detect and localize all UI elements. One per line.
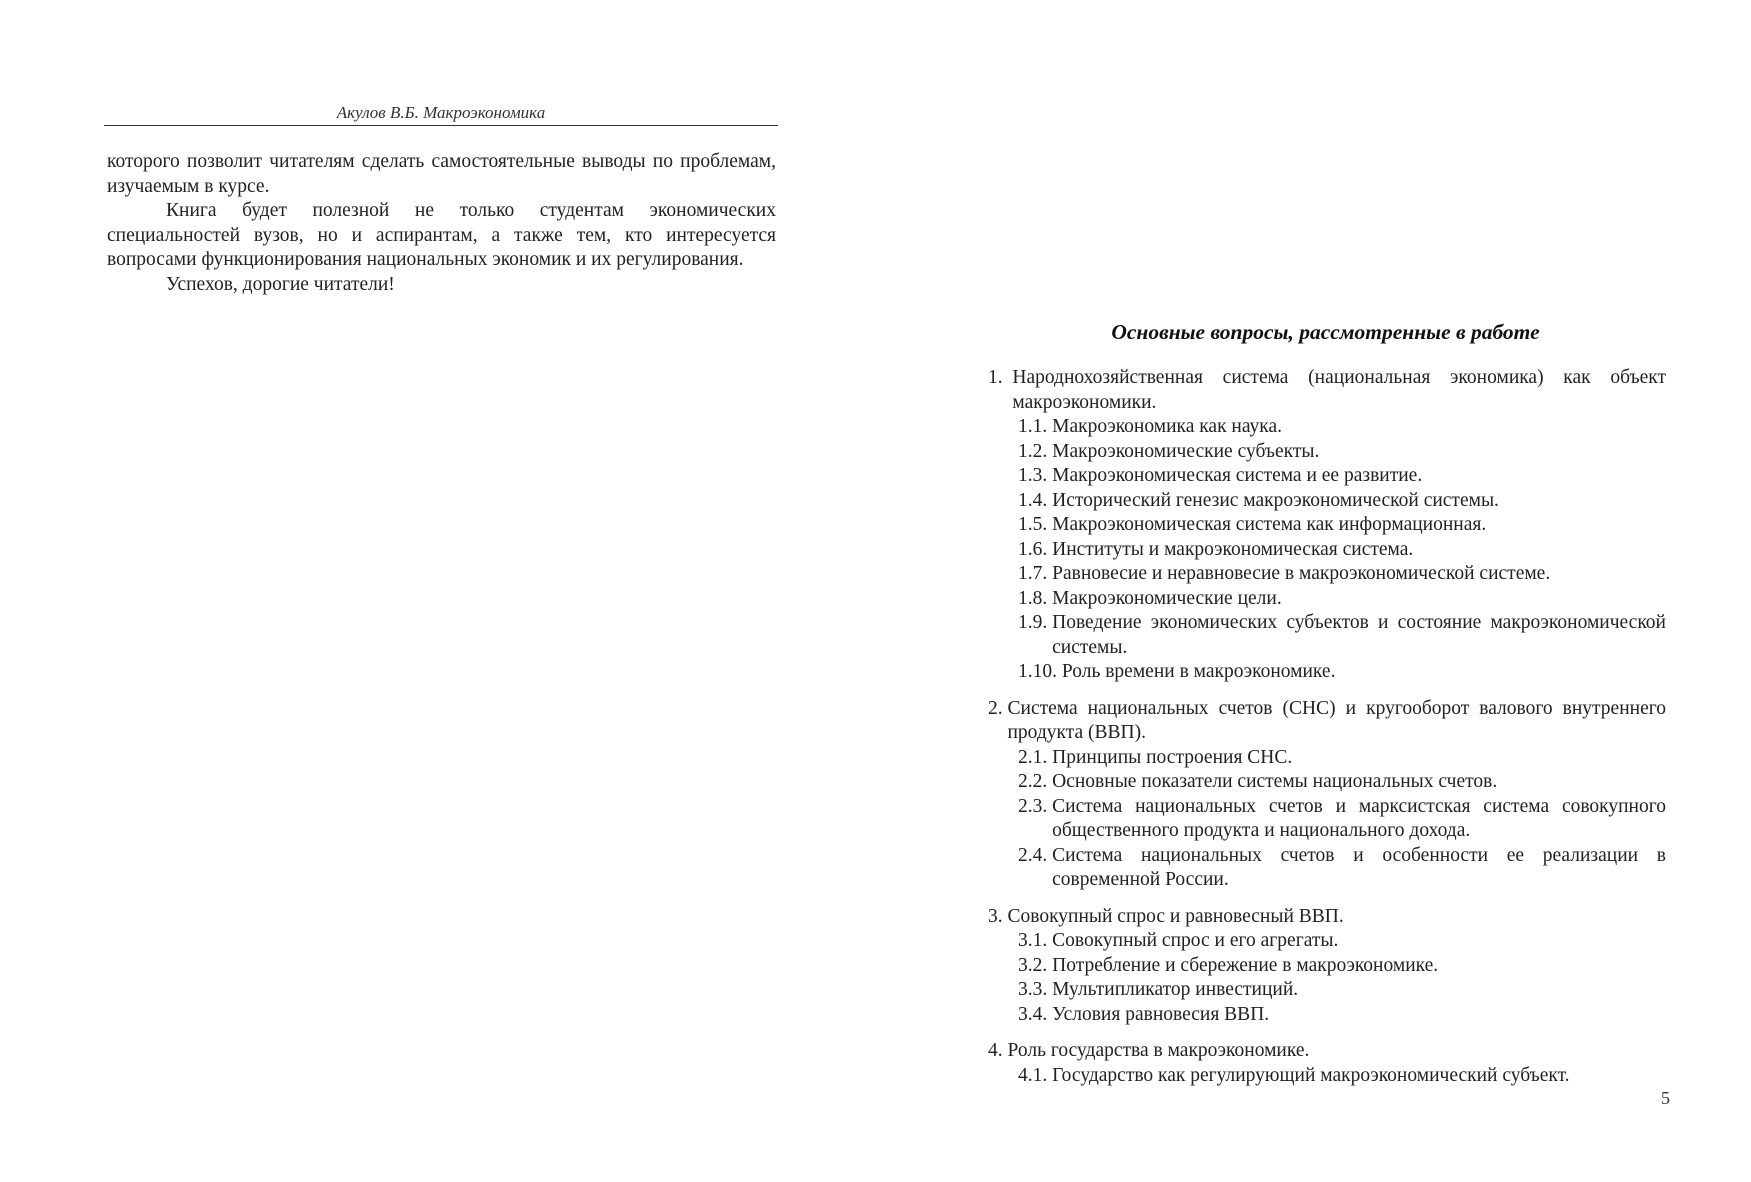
subsection-text: Макроэкономика как наука. xyxy=(1052,416,1282,437)
chapter-text: Роль государства в макроэкономике. xyxy=(1007,1040,1310,1061)
chapter-title xyxy=(988,1039,1666,1064)
contents-list xyxy=(988,366,1666,1100)
chapter-number: 1. xyxy=(988,367,1013,388)
subsection-number: 1.4. xyxy=(1018,489,1053,511)
chapter-title xyxy=(988,697,1666,746)
subsection-item xyxy=(1018,587,1666,612)
subsection-number: 1.3. xyxy=(1018,465,1053,486)
left-page-body xyxy=(107,150,776,297)
subsection-text: Мультипликатор инвестиций. xyxy=(1052,979,1299,1000)
subsection-item xyxy=(1018,440,1666,465)
subsection-number: 1.9. xyxy=(1018,612,1053,633)
subsection-text: Макроэкономические цели. xyxy=(1052,587,1282,609)
subsection-text: Поведение экономических субъектов и состояние макроэкономической системы. xyxy=(1052,612,1666,658)
subsection-text: Макроэкономическая система как информационная. xyxy=(1052,514,1487,535)
subsection-item xyxy=(1018,978,1666,1003)
subsection-text: Основные показатели системы национальных счетов. xyxy=(1052,771,1498,792)
right-page xyxy=(876,0,1751,1182)
subsection-number: 4.1. xyxy=(1018,1064,1053,1086)
subsection-text: Роль времени в макроэкономике. xyxy=(1061,661,1336,682)
chapter-text: Народнохозяйственная система (национальная экономика) как объект макроэкономики. xyxy=(1012,367,1666,413)
subsection-number: 1.5. xyxy=(1018,514,1053,535)
paragraph: Успехов, дорогие читатели! xyxy=(166,273,395,295)
subsection-item xyxy=(1018,1003,1666,1028)
subsection-item xyxy=(1018,415,1666,440)
subsection-item xyxy=(1018,538,1666,563)
chapter-text: Система национальных счетов (СНС) и кругооборот валового внутреннего продукта (ВВП). xyxy=(1007,697,1666,743)
subsection-text: Макроэкономическая система и ее развитие. xyxy=(1052,465,1423,486)
contents-title: Основные вопросы, рассмотренные в работе xyxy=(1111,320,1540,344)
chapter xyxy=(988,697,1666,893)
paragraph: которого позволит читателям сделать самостоятельные выводы по проблемам, изучаемым в курсе. xyxy=(107,151,776,197)
subsection-item xyxy=(1018,746,1666,771)
subsection-list xyxy=(988,1064,1666,1089)
chapter xyxy=(988,366,1666,685)
subsection-number: 1.8. xyxy=(1018,587,1053,609)
subsection-text: Институты и макроэкономическая система. xyxy=(1052,538,1414,560)
chapter-number: 2. xyxy=(988,697,1008,719)
running-header: Акулов В.Б. Макроэкономика xyxy=(336,103,546,122)
chapter-text: Совокупный спрос и равновесный ВВП. xyxy=(1007,905,1344,927)
paragraph: Книга будет полезной не только студентам экономических специальностей вузов, но и аспирантам, а также тем, кто интересуется вопросами функционирования национальных экономик и их регулирования. xyxy=(107,200,776,270)
subsection-item xyxy=(1018,660,1666,685)
subsection-item xyxy=(1018,489,1666,514)
subsection-text: Потребление и сбережение в макроэкономике. xyxy=(1052,954,1439,976)
subsection-number: 2.3. xyxy=(1018,795,1053,817)
subsection-text: Государство как регулирующий макроэкономический субъект. xyxy=(1052,1064,1570,1086)
subsection-text: Система национальных счетов и особенности ее реализации в современной России. xyxy=(1052,844,1666,890)
subsection-number: 2.2. xyxy=(1018,771,1053,792)
header-rule xyxy=(104,125,778,126)
subsection-text: Исторический генезис макроэкономической системы. xyxy=(1052,489,1499,511)
chapter xyxy=(988,1039,1666,1088)
subsection-list xyxy=(988,929,1666,1027)
subsection-number: 3.1. xyxy=(1018,930,1053,951)
subsection-item xyxy=(1018,513,1666,538)
chapter-number: 3. xyxy=(988,905,1008,927)
subsection-number: 1.2. xyxy=(1018,440,1053,462)
subsection-number: 3.3. xyxy=(1018,979,1053,1000)
subsection-number: 1.1. xyxy=(1018,416,1053,437)
subsection-number: 2.1. xyxy=(1018,746,1053,768)
subsection-item xyxy=(1018,795,1666,844)
chapter xyxy=(988,905,1666,1028)
subsection-item xyxy=(1018,770,1666,795)
subsection-number: 1.7. xyxy=(1018,563,1053,584)
subsection-item xyxy=(1018,562,1666,587)
subsection-list xyxy=(988,746,1666,893)
subsection-text: Макроэкономические субъекты. xyxy=(1052,440,1320,462)
subsection-text: Совокупный спрос и его агрегаты. xyxy=(1052,930,1339,951)
subsection-list xyxy=(988,415,1666,685)
subsection-item xyxy=(1018,464,1666,489)
subsection-item xyxy=(1018,1064,1666,1089)
subsection-number: 3.4. xyxy=(1018,1003,1053,1025)
subsection-item xyxy=(1018,929,1666,954)
subsection-number: 2.4. xyxy=(1018,844,1053,866)
subsection-number: 1.10. xyxy=(1018,661,1062,682)
subsection-item xyxy=(1018,844,1666,893)
subsection-text: Принципы построения СНС. xyxy=(1052,746,1293,768)
chapter-title xyxy=(988,366,1666,415)
chapter-title xyxy=(988,905,1666,930)
subsection-text: Равновесие и неравновесие в макроэкономической системе. xyxy=(1052,563,1551,584)
subsection-number: 3.2. xyxy=(1018,954,1053,976)
chapter-number: 4. xyxy=(988,1040,1008,1061)
page-number: 5 xyxy=(1661,1088,1670,1108)
subsection-item xyxy=(1018,954,1666,979)
subsection-item xyxy=(1018,611,1666,660)
subsection-text: Система национальных счетов и марксистская система совокупного общественного продукта и национального дохода. xyxy=(1052,795,1666,841)
subsection-number: 1.6. xyxy=(1018,538,1053,560)
subsection-text: Условия равновесия ВВП. xyxy=(1052,1003,1270,1025)
